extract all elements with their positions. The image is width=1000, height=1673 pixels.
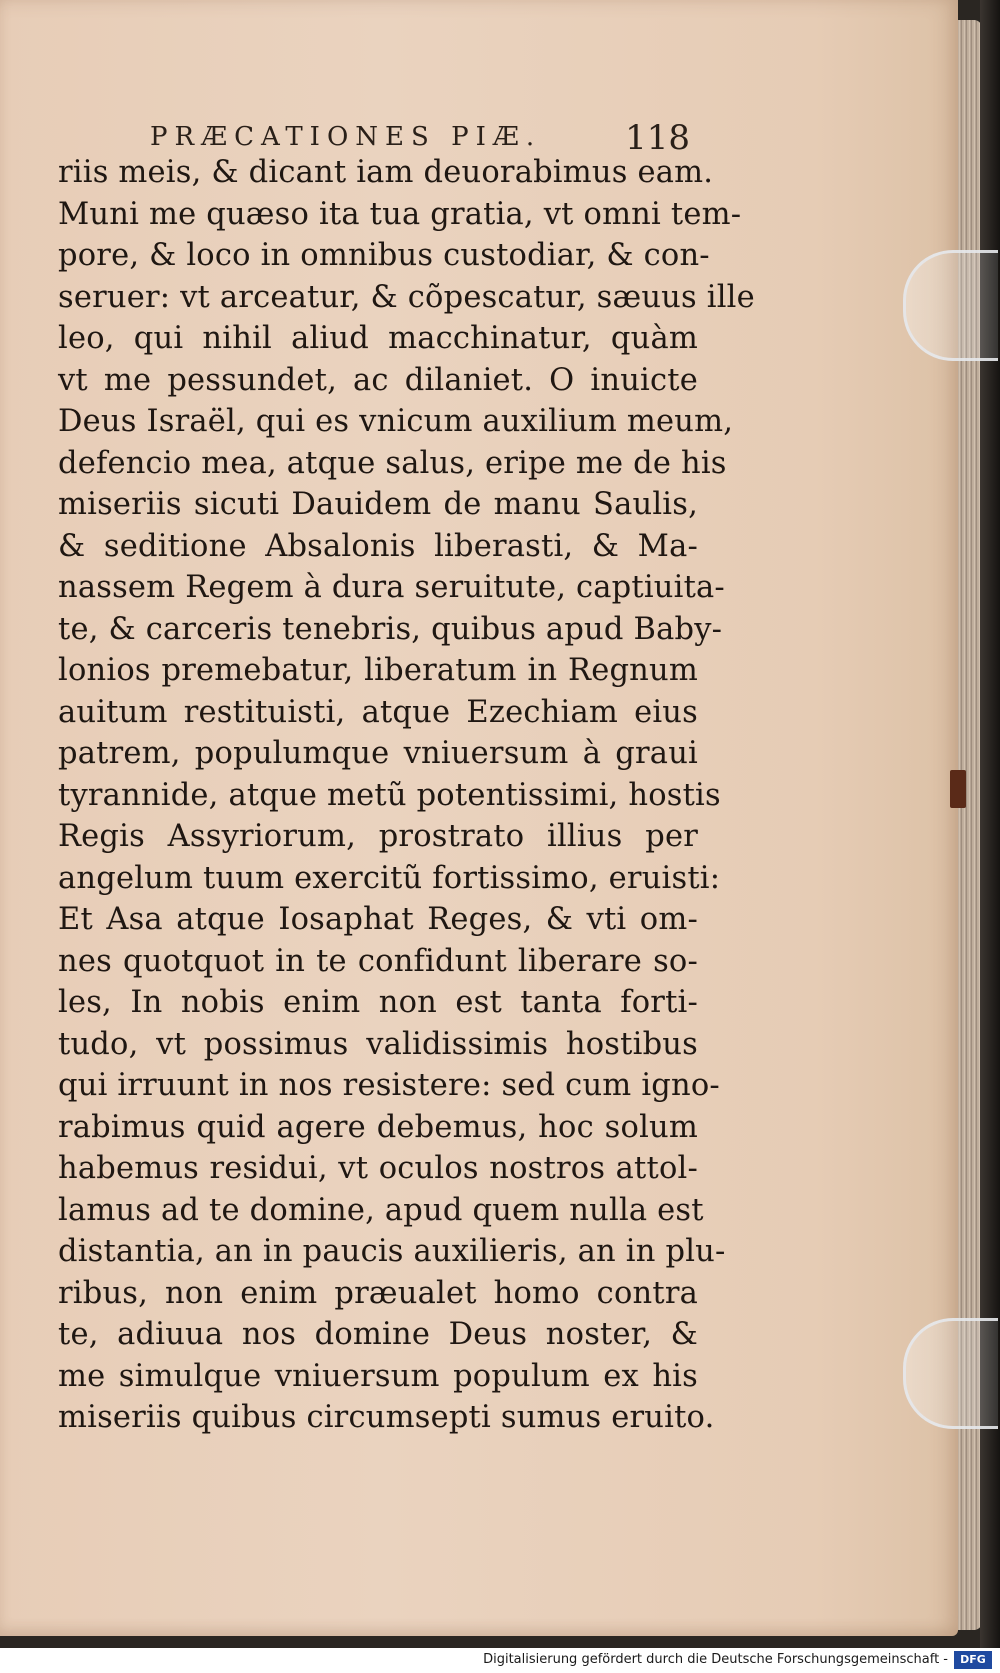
page-clip-bottom	[903, 1318, 998, 1429]
text-line: qui irruunt in nos resistere: sed cum igno-	[58, 1068, 720, 1103]
dfg-logo: DFG	[954, 1651, 992, 1669]
page-clip-top	[903, 250, 998, 361]
text-line: Deus Israël, qui es vnicum auxilium meum,	[58, 404, 734, 439]
running-head: PRÆCATIONES PIÆ.	[150, 122, 542, 152]
text-line: vt me pessundet, ac dilaniet. O inuicte	[58, 362, 698, 398]
text-line: miseriis quibus circumsepti sumus eruito.	[58, 1400, 715, 1435]
text-line: miseriis sicuti Dauidem de manu Saulis,	[58, 487, 698, 522]
text-line: defencio mea, atque salus, eripe me de his	[58, 445, 727, 481]
page-number: 118	[625, 118, 690, 158]
text-line: nassem Regem à dura seruitute, captiuita-	[58, 570, 725, 605]
text-line: te, adiuua nos domine Deus noster, &	[58, 1317, 698, 1352]
text-line: lamus ad te domine, apud quem nulla est	[58, 1192, 704, 1228]
text-line: Et Asa atque Iosaphat Reges, & vti om-	[58, 902, 698, 937]
text-line: Muni me quæso ita tua gratia, vt omni tem-	[58, 196, 742, 232]
text-line: distantia, an in paucis auxilieris, an in plu-	[58, 1234, 726, 1269]
text-line: les, In nobis enim non est tanta forti-	[58, 985, 698, 1020]
text-line: & seditione Absalonis liberasti, & Ma-	[58, 528, 698, 564]
text-line: tudo, vt possimus validissimis hostibus	[58, 1026, 698, 1062]
text-line: seruer: vt arceatur, & cõpescatur, sæuus ille	[58, 279, 755, 315]
text-line: nes quotquot in te confidunt liberare so-	[58, 943, 698, 979]
text-line: rabimus quid agere debemus, hoc solum	[58, 1109, 698, 1145]
text-line: patrem, populumque vniuersum à graui	[58, 736, 698, 771]
text-line: riis meis, & dicant iam deuorabimus eam.	[58, 155, 714, 190]
text-block	[58, 152, 755, 1439]
text-line: leo, qui nihil aliud macchinatur, quàm	[58, 321, 698, 356]
text-line: angelum tuum exercitũ fortissimo, eruisti:	[58, 860, 721, 896]
funding-credit: Digitalisierung gefördert durch die Deutsche Forschungsgemeinschaft -	[483, 1652, 948, 1667]
text-line: te, & carceris tenebris, quibus apud Baby-	[58, 611, 723, 647]
text-line: ribus, non enim præualet homo contra	[58, 1275, 698, 1311]
credit-bar	[0, 1648, 1000, 1673]
text-line: lonios premebatur, liberatum in Regnum	[58, 653, 698, 688]
text-line: pore, & loco in omnibus custodiar, & con-	[58, 238, 710, 273]
text-line: habemus residui, vt oculos nostros attol-	[58, 1151, 698, 1186]
text-line: tyrannide, atque metũ potentissimi, hostis	[58, 777, 721, 813]
bookmark-ribbon	[950, 770, 966, 808]
text-line: me simulque vniuersum populum ex his	[58, 1358, 698, 1394]
text-line: Regis Assyriorum, prostrato illius per	[58, 819, 698, 854]
text-line: auitum restituisti, atque Ezechiam eius	[58, 694, 698, 730]
